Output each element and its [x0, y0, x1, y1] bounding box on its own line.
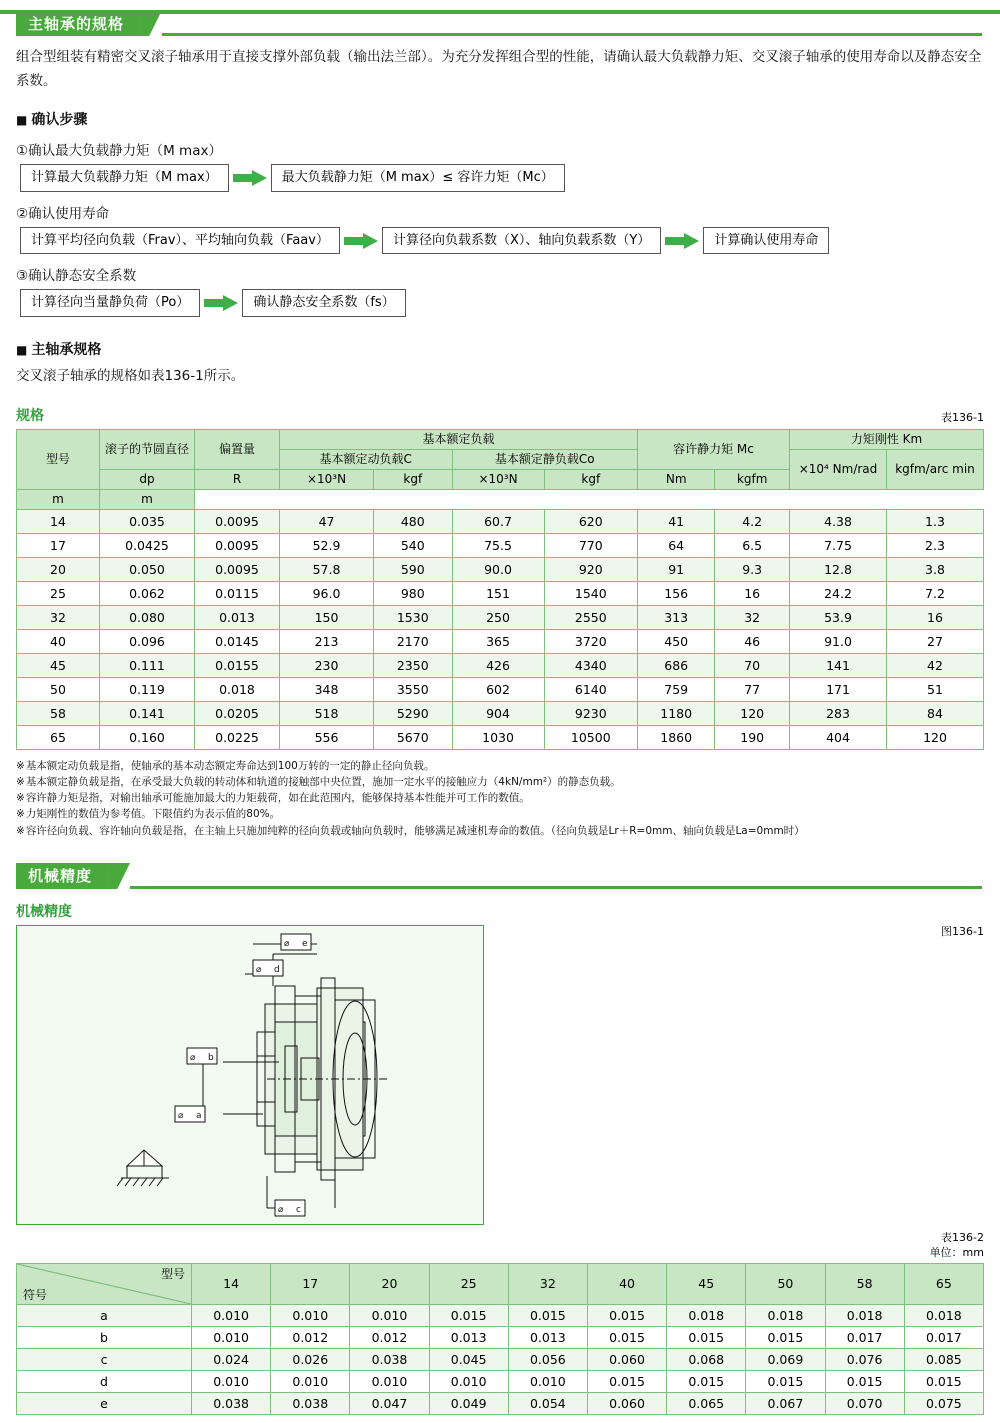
- corner-model-label: 型号: [160, 1266, 185, 1281]
- cell-value: 1530: [374, 605, 452, 629]
- cell-value: 0.012: [271, 1326, 350, 1348]
- th-stat-n: ×10³N: [452, 469, 544, 489]
- cell-value: 96.0: [280, 581, 374, 605]
- cell-value: 213: [280, 629, 374, 653]
- step2-box-1: 计算平均径向负载（Frav）、平均轴向负载（Faav）: [20, 227, 340, 255]
- cell-value: 620: [544, 509, 637, 533]
- precision-table: [16, 1263, 984, 1415]
- cell-value: 0.013: [508, 1326, 587, 1348]
- cell-value: 0.038: [350, 1348, 429, 1370]
- step1-box-1: 计算最大负载静力矩（M max）: [20, 164, 229, 192]
- th-basic-load: 基本额定负载: [280, 429, 638, 449]
- cell-value: 0.024: [192, 1348, 271, 1370]
- steps-heading: ■ 确认步骤: [16, 109, 1000, 129]
- cell-value: 0.015: [667, 1326, 746, 1348]
- cell-value: 518: [280, 701, 374, 725]
- cell-value: 32: [715, 605, 790, 629]
- step3-box-2: 确认静态安全系数（fs）: [242, 289, 405, 317]
- cell-value: 0.085: [904, 1348, 983, 1370]
- table-row: [17, 653, 984, 677]
- cell-value: 0.010: [271, 1370, 350, 1392]
- th-offset: 偏置量: [195, 429, 280, 469]
- cell-model: 50: [17, 677, 100, 701]
- banner-rule: [130, 886, 982, 889]
- cell-value: 3720: [544, 629, 637, 653]
- cell-value: 91: [638, 557, 715, 581]
- cell-value: 0.0145: [195, 629, 280, 653]
- cell-value: 0.018: [746, 1304, 825, 1326]
- th-dp: dp: [100, 469, 195, 489]
- cell-value: 46: [715, 629, 790, 653]
- cell-value: 141: [790, 653, 887, 677]
- precision-table-caption: 表136-2: [941, 1230, 984, 1244]
- banner-slant: [108, 863, 130, 889]
- cell-value: 0.076: [825, 1348, 904, 1370]
- cell-value: 0.0205: [195, 701, 280, 725]
- spec-table-body: [17, 509, 984, 749]
- cell-value: 0.049: [429, 1392, 508, 1414]
- cell-value: 120: [887, 725, 984, 749]
- cell-value: 0.018: [825, 1304, 904, 1326]
- cell-model: 14: [17, 509, 100, 533]
- th-km-unit-1: ×10⁴ Nm/rad: [790, 449, 887, 489]
- cell-value: 0.0155: [195, 653, 280, 677]
- cell-value: 42: [887, 653, 984, 677]
- cell-value: 84: [887, 701, 984, 725]
- precision-model-header: 50: [746, 1263, 825, 1304]
- cell-value: 5290: [374, 701, 452, 725]
- svg-text:⌀: ⌀: [278, 1204, 284, 1215]
- arrow-icon: [344, 233, 378, 249]
- cell-value: 1540: [544, 581, 637, 605]
- figure-bearing-precision-diagram: [16, 925, 484, 1225]
- cell-value: 556: [280, 725, 374, 749]
- cell-value: 540: [374, 533, 452, 557]
- table-row: [17, 557, 984, 581]
- cell-value: 0.038: [192, 1392, 271, 1414]
- cell-value: 0.056: [508, 1348, 587, 1370]
- cell-value: 0.0095: [195, 533, 280, 557]
- cell-value: 0.013: [195, 605, 280, 629]
- cell-value: 1.3: [887, 509, 984, 533]
- cell-value: 53.9: [790, 605, 887, 629]
- precision-unit-caption: 单位：mm: [929, 1245, 984, 1259]
- intro-paragraph: 组合型组装有精密交叉滚子轴承用于直接支撑外部负载（输出法兰部）。为充分发挥组合型的性能，请确认最大负载静力矩、交叉滚子轴承的使用寿命以及静态安全系数。: [16, 49, 982, 89]
- cell-value: 60.7: [452, 509, 544, 533]
- section-banner-machine-precision: [16, 863, 982, 889]
- table-row: [17, 1326, 984, 1348]
- cell-value: 0.012: [350, 1326, 429, 1348]
- table-row: [17, 1348, 984, 1370]
- cell-value: 0.0095: [195, 557, 280, 581]
- cell-value: 150: [280, 605, 374, 629]
- cell-value: 0.010: [192, 1370, 271, 1392]
- cell-value: 0.026: [271, 1348, 350, 1370]
- cell-value: 250: [452, 605, 544, 629]
- cell-value: 0.067: [746, 1392, 825, 1414]
- cell-symbol: e: [17, 1392, 192, 1414]
- spec-lead: 交叉滚子轴承的规格如表136-1所示。: [16, 368, 245, 385]
- cell-value: 52.9: [280, 533, 374, 557]
- cell-symbol: b: [17, 1326, 192, 1348]
- svg-text:a: a: [196, 1110, 202, 1121]
- cell-value: 0.018: [904, 1304, 983, 1326]
- cell-value: 6.5: [715, 533, 790, 557]
- cell-value: 0.010: [192, 1326, 271, 1348]
- cell-value: 0.010: [271, 1304, 350, 1326]
- table-row: [17, 701, 984, 725]
- cell-value: 404: [790, 725, 887, 749]
- bearing-diagram-svg: [17, 926, 483, 1224]
- cell-value: 24.2: [790, 581, 887, 605]
- th-dyn-kgf: kgf: [374, 469, 452, 489]
- cell-model: 58: [17, 701, 100, 725]
- cell-value: 70: [715, 653, 790, 677]
- cell-value: 0.062: [100, 581, 195, 605]
- th-static-load: 基本额定静负载Co: [452, 449, 638, 469]
- step3-flow: [20, 289, 1000, 317]
- cell-value: 0.0225: [195, 725, 280, 749]
- cell-value: 2350: [374, 653, 452, 677]
- precision-header-row: [17, 1263, 984, 1304]
- cell-value: 283: [790, 701, 887, 725]
- table-row: [17, 629, 984, 653]
- cell-value: 0.068: [667, 1348, 746, 1370]
- th-kgfm: kgfm: [715, 469, 790, 489]
- cell-value: 47: [280, 509, 374, 533]
- svg-text:⌀: ⌀: [190, 1052, 196, 1063]
- cell-value: 12.8: [790, 557, 887, 581]
- th-R: R: [195, 469, 280, 489]
- cell-value: 0.060: [587, 1348, 666, 1370]
- note-line: ※ 容许静力矩是指，对输出轴承可能施加最大的力矩载荷，如在此范围内，能够保持基本性能并可工作的数值。: [16, 790, 984, 806]
- cell-symbol: a: [17, 1304, 192, 1326]
- cell-value: 0.015: [825, 1370, 904, 1392]
- table-row: [17, 1370, 984, 1392]
- cell-value: 0.065: [667, 1392, 746, 1414]
- cell-value: 0.111: [100, 653, 195, 677]
- cell-model: 32: [17, 605, 100, 629]
- precision-model-header: 40: [587, 1263, 666, 1304]
- cell-value: 0.015: [587, 1326, 666, 1348]
- note-line: ※ 容许径向负载、容许轴向负载是指，在主轴上只施加纯粹的径向负载或轴向负载时，能够满足减速机寿命的数值。（径向负载是Lr＋R=0mm、轴向负载是La=0mm时）: [16, 823, 984, 839]
- cell-value: 770: [544, 533, 637, 557]
- cell-value: 0.015: [508, 1304, 587, 1326]
- cell-value: 1860: [638, 725, 715, 749]
- note-line: ※ 基本额定静负载是指，在承受最大负载的转动体和轨道的接触部中央位置，施加一定水平的接触应力（4kN/mm²）的静态负载。: [16, 774, 984, 790]
- svg-text:c: c: [296, 1204, 301, 1215]
- step1-flow: [20, 164, 1000, 192]
- document-page: [0, 10, 1000, 1423]
- table-row: [17, 509, 984, 533]
- table-row: [17, 533, 984, 557]
- cell-value: 10500: [544, 725, 637, 749]
- banner-rule: [162, 33, 982, 36]
- cell-value: 0.070: [825, 1392, 904, 1414]
- cell-value: 426: [452, 653, 544, 677]
- precision-model-header: 65: [904, 1263, 983, 1304]
- cell-value: 0.0115: [195, 581, 280, 605]
- cell-value: 0.045: [429, 1348, 508, 1370]
- cell-value: 64: [638, 533, 715, 557]
- cell-value: 0.015: [904, 1370, 983, 1392]
- cell-value: 0.017: [904, 1326, 983, 1348]
- step2-box-2: 计算径向负载系数（X）、轴向负载系数（Y）: [382, 227, 661, 255]
- cell-value: 0.035: [100, 509, 195, 533]
- cell-value: 2.3: [887, 533, 984, 557]
- corner-symbol-label: 符号: [23, 1287, 48, 1302]
- svg-text:b: b: [208, 1052, 214, 1063]
- note-line: ※ 力矩刚性的数值为参考值。下限值约为表示值的80%。: [16, 806, 984, 822]
- cell-value: 0.015: [746, 1326, 825, 1348]
- precision-model-header: 14: [192, 1263, 271, 1304]
- cell-value: 365: [452, 629, 544, 653]
- svg-text:⌀: ⌀: [284, 938, 290, 949]
- cell-value: 9230: [544, 701, 637, 725]
- cell-value: 0.010: [350, 1304, 429, 1326]
- cell-value: 480: [374, 509, 452, 533]
- th-stat-kgf: kgf: [544, 469, 637, 489]
- svg-text:⌀: ⌀: [178, 1110, 184, 1121]
- section-title-bearing-spec: 主轴承的规格: [16, 10, 140, 36]
- cell-value: 0.096: [100, 629, 195, 653]
- spec-heading: ■ 主轴承规格: [16, 339, 1000, 359]
- cell-value: 2550: [544, 605, 637, 629]
- cell-value: 0.010: [192, 1304, 271, 1326]
- cell-model: 40: [17, 629, 100, 653]
- cell-value: 51: [887, 677, 984, 701]
- figure-caption: 图136-1: [941, 924, 984, 938]
- step2-flow: [20, 227, 1000, 255]
- precision-table-body: [17, 1304, 984, 1414]
- th-km-unit-2: kgfm/arc min: [887, 449, 984, 489]
- cell-value: 41: [638, 509, 715, 533]
- cell-value: 0.017: [825, 1326, 904, 1348]
- cell-value: 0.069: [746, 1348, 825, 1370]
- spec-table: [16, 429, 984, 750]
- cell-value: 7.2: [887, 581, 984, 605]
- cell-value: 0.010: [508, 1370, 587, 1392]
- th-model: 型号: [17, 429, 100, 489]
- table-row: [17, 1304, 984, 1326]
- cell-model: 45: [17, 653, 100, 677]
- cell-value: 230: [280, 653, 374, 677]
- cell-value: 91.0: [790, 629, 887, 653]
- cell-value: 4340: [544, 653, 637, 677]
- step2-box-3: 计算确认使用寿命: [703, 227, 829, 255]
- table-row: [17, 605, 984, 629]
- cell-symbol: d: [17, 1370, 192, 1392]
- cell-value: 57.8: [280, 557, 374, 581]
- cell-value: 348: [280, 677, 374, 701]
- cell-value: 0.060: [587, 1392, 666, 1414]
- svg-text:e: e: [302, 938, 308, 949]
- arrow-icon: [204, 295, 238, 311]
- precision-model-header: 32: [508, 1263, 587, 1304]
- precision-model-header: 20: [350, 1263, 429, 1304]
- step3-box-1: 计算径向当量静负荷（Po）: [20, 289, 200, 317]
- cell-value: 151: [452, 581, 544, 605]
- th-pitch-dia: 滚子的节圆直径: [100, 429, 195, 469]
- cell-value: 0.010: [350, 1370, 429, 1392]
- cell-value: 904: [452, 701, 544, 725]
- th-nm: Nm: [638, 469, 715, 489]
- table-row: [17, 1392, 984, 1414]
- cell-value: 920: [544, 557, 637, 581]
- cell-value: 0.015: [587, 1370, 666, 1392]
- precision-model-header: 25: [429, 1263, 508, 1304]
- step1-box-2: 最大负载静力矩（M max）≤ 容许力矩（Mc）: [271, 164, 565, 192]
- cell-value: 450: [638, 629, 715, 653]
- cell-value: 0.047: [350, 1392, 429, 1414]
- cell-model: 17: [17, 533, 100, 557]
- cell-value: 5670: [374, 725, 452, 749]
- cell-value: 980: [374, 581, 452, 605]
- cell-value: 171: [790, 677, 887, 701]
- cell-value: 602: [452, 677, 544, 701]
- cell-value: 120: [715, 701, 790, 725]
- cell-value: 313: [638, 605, 715, 629]
- cell-value: 16: [887, 605, 984, 629]
- table-row: [17, 725, 984, 749]
- cell-value: 16: [715, 581, 790, 605]
- svg-text:d: d: [274, 964, 280, 975]
- cell-value: 0.015: [587, 1304, 666, 1326]
- precision-model-header: 45: [667, 1263, 746, 1304]
- cell-value: 0.160: [100, 725, 195, 749]
- cell-model: 25: [17, 581, 100, 605]
- cell-value: 0.018: [195, 677, 280, 701]
- cell-value: 75.5: [452, 533, 544, 557]
- section-banner-bearing-spec: [16, 10, 982, 36]
- th-dynamic-load: 基本额定动负载C: [280, 449, 453, 469]
- svg-text:⌀: ⌀: [256, 964, 262, 975]
- cell-value: 3550: [374, 677, 452, 701]
- cell-value: 0.010: [429, 1370, 508, 1392]
- cell-value: 4.38: [790, 509, 887, 533]
- cell-value: 686: [638, 653, 715, 677]
- precision-model-header: 17: [271, 1263, 350, 1304]
- cell-value: 0.038: [271, 1392, 350, 1414]
- cell-value: 3.8: [887, 557, 984, 581]
- arrow-icon: [665, 233, 699, 249]
- th-unit-m-dp: m: [17, 489, 100, 509]
- step2-title: ②确认使用寿命: [16, 205, 110, 222]
- cell-model: 65: [17, 725, 100, 749]
- spec-notes: [16, 758, 984, 839]
- corner-header: [17, 1263, 192, 1304]
- cell-value: 90.0: [452, 557, 544, 581]
- cell-value: 0.015: [667, 1370, 746, 1392]
- step1-title: ①确认最大负载静力矩（M max）: [16, 143, 222, 160]
- cell-value: 0.0425: [100, 533, 195, 557]
- table-row: [17, 677, 984, 701]
- cell-value: 0.015: [429, 1304, 508, 1326]
- cell-value: 0.119: [100, 677, 195, 701]
- cell-value: 0.075: [904, 1392, 983, 1414]
- cell-value: 9.3: [715, 557, 790, 581]
- cell-value: 156: [638, 581, 715, 605]
- spec-label: 规格: [16, 407, 44, 424]
- section-title-machine-precision: 机械精度: [16, 863, 108, 889]
- cell-value: 27: [887, 629, 984, 653]
- cell-value: 7.75: [790, 533, 887, 557]
- th-dyn-n: ×10³N: [280, 469, 374, 489]
- cell-value: 590: [374, 557, 452, 581]
- spec-table-caption: 表136-1: [941, 410, 984, 424]
- cell-value: 0.141: [100, 701, 195, 725]
- cell-model: 20: [17, 557, 100, 581]
- cell-value: 6140: [544, 677, 637, 701]
- cell-value: 190: [715, 725, 790, 749]
- th-stiffness: 力矩刚性 Km: [790, 429, 984, 449]
- table-row: [17, 581, 984, 605]
- cell-value: 0.013: [429, 1326, 508, 1348]
- th-allow-moment: 容许静力矩 Mc: [638, 429, 790, 469]
- cell-value: 2170: [374, 629, 452, 653]
- th-unit-m-r: m: [100, 489, 195, 509]
- cell-value: 4.2: [715, 509, 790, 533]
- cell-value: 1180: [638, 701, 715, 725]
- arrow-icon: [233, 170, 267, 186]
- cell-value: 0.018: [667, 1304, 746, 1326]
- banner-slant: [140, 10, 162, 36]
- cell-value: 0.0095: [195, 509, 280, 533]
- cell-value: 0.054: [508, 1392, 587, 1414]
- cell-value: 0.080: [100, 605, 195, 629]
- cell-value: 0.050: [100, 557, 195, 581]
- cell-value: 77: [715, 677, 790, 701]
- step3-title: ③确认静态安全系数: [16, 268, 137, 285]
- cell-symbol: c: [17, 1348, 192, 1370]
- precision-model-header: 58: [825, 1263, 904, 1304]
- cell-value: 1030: [452, 725, 544, 749]
- machine-precision-subtitle: 机械精度: [16, 903, 72, 920]
- note-line: ※ 基本额定动负载是指，使轴承的基本动态额定寿命达到100万转的一定的静止径向负载。: [16, 758, 984, 774]
- precision-table-captions: [16, 1231, 984, 1261]
- cell-value: 0.015: [746, 1370, 825, 1392]
- cell-value: 759: [638, 677, 715, 701]
